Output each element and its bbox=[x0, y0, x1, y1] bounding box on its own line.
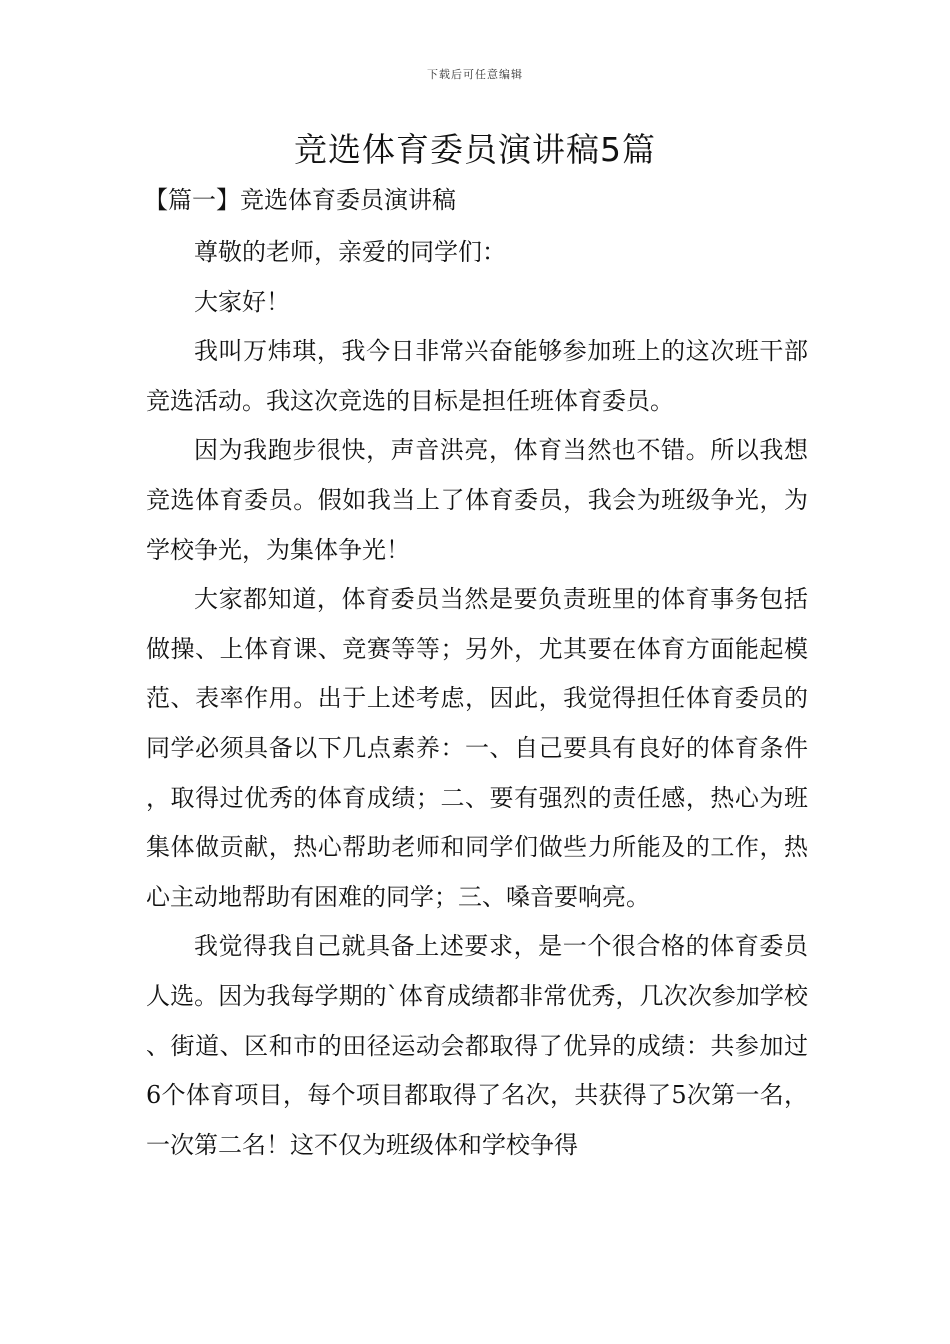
section-heading: 【篇一】竞选体育委员演讲稿 bbox=[144, 186, 456, 214]
paragraph: 我叫万炜琪，我今日非常兴奋能够参加班上的这次班干部竞选活动。我这次竞选的目标是担任班体育委员。 bbox=[146, 337, 808, 415]
paragraph: 尊敬的老师，亲爱的同学们： bbox=[194, 238, 506, 266]
paragraph: 因为我跑步很快，声音洪亮，体育当然也不错。所以我想竞选体育委员。假如我当上了体育委员，我会为班级争光，为学校争光，为集体争光！ bbox=[146, 436, 808, 564]
paragraph: 大家好！ bbox=[194, 287, 290, 316]
document-title: 竞选体育委员演讲稿5篇 bbox=[294, 130, 656, 169]
document-body bbox=[146, 228, 808, 1170]
paragraph: 大家都知道，体育委员当然是要负责班里的体育事务包括做操、上体育课、竞赛等等；另外，尤其要在体育方面能起模范、表率作用。出于上述考虑，因此，我觉得担任体育委员的同学必须具备以下几点素养：一、自己要具有良好的体育条件，取得过优秀的体育成绩；二、要有强烈的责任感，热心为班集体做贡献，热心帮助老师和同学们做些力所能及的工作，热心主动地帮助有困难的同学；三、嗓音要响亮。 bbox=[146, 585, 808, 911]
header-note: 下载后可任意编辑 bbox=[427, 68, 523, 81]
paragraph: 我觉得我自己就具备上述要求，是一个很合格的体育委员人选。因为我每学期的`体育成绩都非常优秀，几次次参加学校、街道、区和市的田径运动会都取得了优异的成绩：共参加过6个体育项目，每个项目都取得了名次，共获得了5次第一名，一次第二名！这不仅为班级体和学校争得 bbox=[146, 932, 808, 1159]
